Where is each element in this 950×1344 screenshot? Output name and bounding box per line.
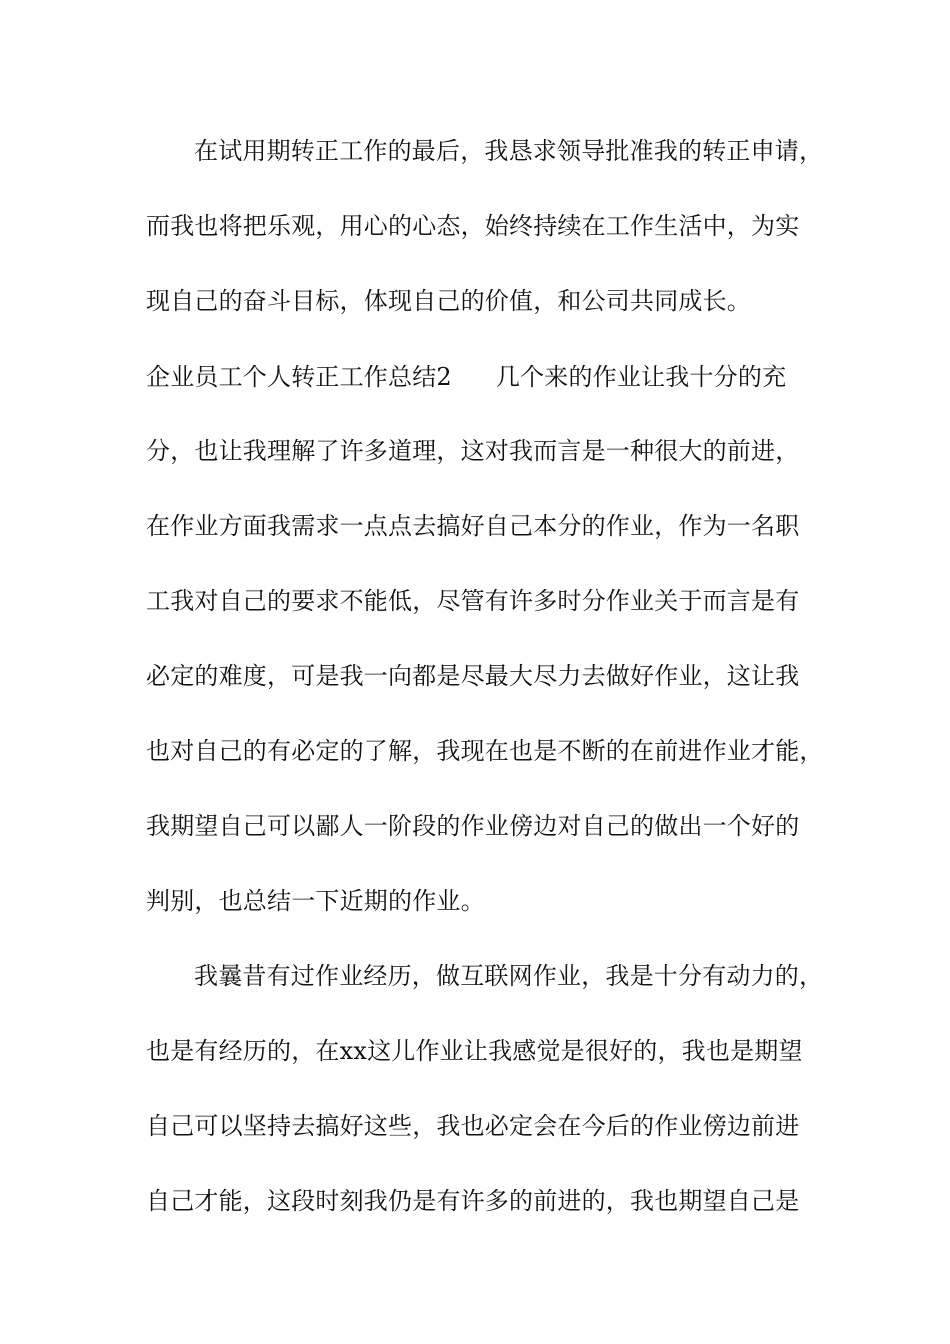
paragraph-line: 我期望自己可以鄙人一阶段的作业傍边对自己的做出一个好的 xyxy=(146,812,800,840)
paragraph-line: 必定的难度，可是我一向都是尽最大尽力去做好作业，这让我 xyxy=(146,662,800,690)
section-title: 企业员工个人转正工作总结2 xyxy=(146,363,452,391)
paragraph-line: 在试用期转正工作的最后，我恳求领导批准我的转正申请， xyxy=(194,137,824,165)
paragraph-line: 工我对自己的要求不能低，尽管有许多时分作业关于而言是有 xyxy=(146,587,800,615)
paragraph-line: 判别，也总结一下近期的作业。 xyxy=(146,887,485,915)
paragraph-line: 现自己的奋斗目标，体现自己的价值，和公司共同成长。 xyxy=(146,287,751,315)
paragraph-line: 在作业方面我需求一点点去搞好自己本分的作业，作为一名职 xyxy=(146,512,800,540)
paragraph-line: 也对自己的有必定的了解，我现在也是不断的在前进作业才能， xyxy=(146,737,824,765)
section-heading-line xyxy=(146,361,846,393)
paragraph-line: 我曩昔有过作业经历，做互联网作业，我是十分有动力的， xyxy=(194,962,824,990)
paragraph-line: 而我也将把乐观，用心的心态，始终持续在工作生活中，为实 xyxy=(146,212,800,240)
paragraph-line: 自己才能，这段时刻我仍是有许多的前进的，我也期望自己是 xyxy=(146,1187,800,1215)
paragraph-line: 自己可以坚持去搞好这些，我也必定会在今后的作业傍边前进 xyxy=(146,1112,800,1140)
paragraph-start: 几个来的作业让我十分的充 xyxy=(495,363,787,391)
paragraph-line: 也是有经历的，在xx这儿作业让我感觉是很好的，我也是期望 xyxy=(146,1037,803,1065)
paragraph-line: 分，也让我理解了许多道理，这对我而言是一种很大的前进， xyxy=(146,437,800,465)
